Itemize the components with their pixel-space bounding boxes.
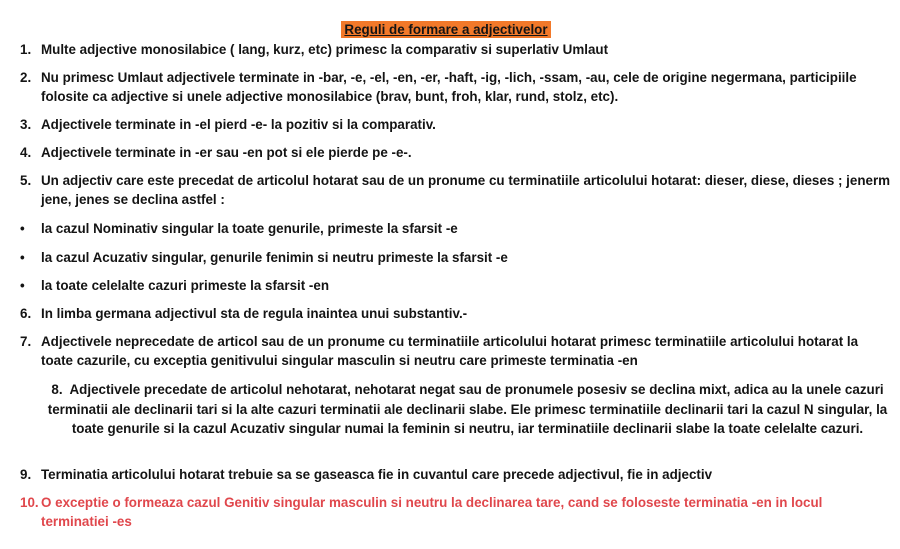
rule-number: 1. — [20, 42, 32, 57]
bullet-icon: • — [20, 221, 25, 236]
rule-text: Un adjectiv care este precedat de articolul hotarat sau de un pronume cu terminatiile articolului hotarat: dieser, diese, dieses ; jenerm jene, jenes se declina astfel : — [41, 173, 891, 207]
rule-number: 2. — [20, 70, 32, 85]
rule-item-1 — [20, 40, 892, 59]
rule-text: Adjectivele neprecedate de articol sau de un pronume cu terminatiile articolului hotarat primesc terminatiile articolului hotarat la toate cazurile, cu exceptia genitivului singular masculin si neutru care primeste terminatia -en — [41, 334, 859, 368]
rule-text: In limba germana adjectivul sta de regula inaintea unui substantiv.- — [41, 306, 468, 321]
rule-item-9 — [20, 465, 892, 484]
rule-number: 5. — [20, 173, 32, 188]
rule-text: Terminatia articolului hotarat trebuie sa se gaseasca fie in cuvantul care precede adjectivul, fie in adjectiv — [41, 467, 713, 482]
bullet-item-nominativ — [20, 219, 892, 238]
rule-number: 10. — [20, 495, 39, 510]
rule-number: 7. — [20, 334, 32, 349]
rule-item-6 — [20, 304, 892, 323]
bullet-item-acuzativ — [20, 248, 892, 267]
rule-number: 6. — [20, 306, 32, 321]
rule-item-4 — [20, 143, 892, 162]
rule-item-8 — [40, 380, 895, 439]
rule-text: O exceptie o formeaza cazul Genitiv singular masculin si neutru la declinarea tare, cand se foloseste terminatia -en in locul terminatiei -es — [41, 495, 823, 529]
rule-item-7 — [20, 332, 892, 370]
bullet-text: la toate celelalte cazuri primeste la sfarsit -en — [41, 278, 330, 293]
rule-text: Adjectivele terminate in -er sau -en pot si ele pierde pe -e-. — [41, 145, 412, 160]
rule-item-3 — [20, 115, 892, 134]
rule-text: Adjectivele terminate in -el pierd -e- la pozitiv si la comparativ. — [41, 117, 436, 132]
rule-item-10 — [20, 493, 892, 531]
rule-number: 9. — [20, 467, 32, 482]
bullet-item-celelalte — [20, 276, 892, 295]
title-wrap — [0, 21, 892, 38]
bullet-text: la cazul Acuzativ singular, genurile fenimin si neutru primeste la sfarsit -e — [41, 250, 508, 265]
page-title: Reguli de formare a adjectivelor — [341, 21, 550, 38]
bullet-icon: • — [20, 278, 25, 293]
rule-text: Adjectivele precedate de articolul nehotarat, nehotarat negat sau de pronumele posesiv se declina mixt, adica au la unele cazuri terminatii ale declinarii tari si la alte cazuri terminatii ale declinarii slabe. Ele primesc terminatiile declinarii tari la cazul N singular, la toate genurile si la cazul Acuzativ singular numai la feminin si neutru, iar terminatiile declinarii slabe la toate celelalte cazuri. — [47, 382, 888, 436]
rule-item-2 — [20, 68, 892, 106]
rule-number: 4. — [20, 145, 32, 160]
rule-item-5 — [20, 171, 892, 209]
rule-text: Nu primesc Umlaut adjectivele terminate in -bar, -e, -el, -en, -er, -haft, -ig, -lich, -ssam, -au, cele de origine negermana, participiile folosite ca adjective si unele adjective monosilabice (brav, bunt, froh, klar, rund, stolz, etc). — [41, 70, 857, 104]
rule-number: 8. — [51, 382, 63, 397]
rule-number: 3. — [20, 117, 32, 132]
rule-text: Multe adjective monosilabice ( lang, kurz, etc) primesc la comparativ si superlativ Umlaut — [41, 42, 609, 57]
bullet-icon: • — [20, 250, 25, 265]
bullet-text: la cazul Nominativ singular la toate genurile, primeste la sfarsit -e — [41, 221, 458, 236]
